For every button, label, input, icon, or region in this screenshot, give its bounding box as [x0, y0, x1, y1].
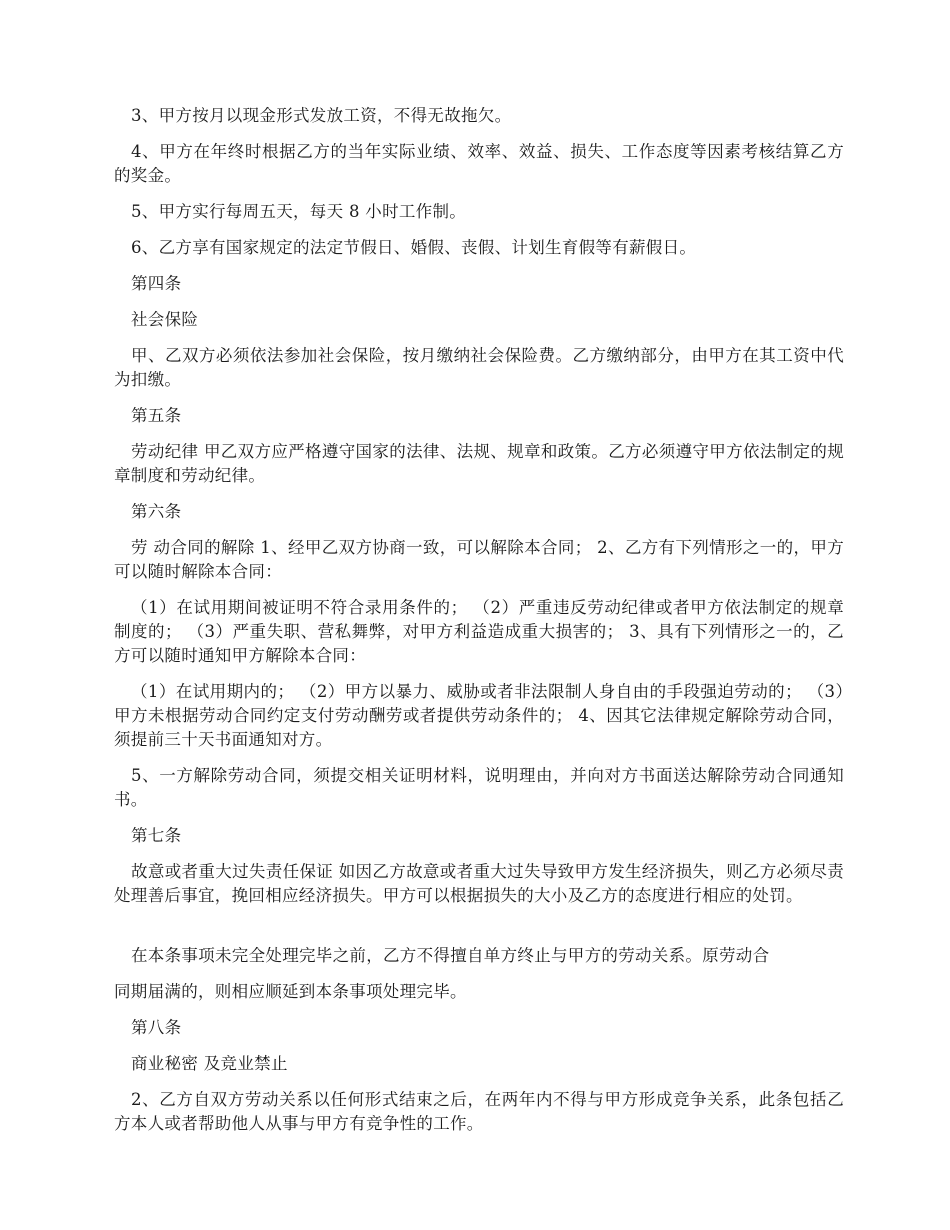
article-8-heading: 第八条 — [131, 1018, 182, 1037]
article-6-employer-termination-items: （1）在试用期间被证明不符合录用条件的； （2）严重违反劳动纪律或者甲方依法制定的规章制度的； （3）严重失职、营私舞弊，对甲方利益造成重大损害的； 3、具有下列情形之一的，乙方可以随时通知甲方解除本合同： — [114, 598, 844, 665]
clause-4-annual-bonus: 4、甲方在年终时根据乙方的当年实际业绩、效率、效益、损失、工作态度等因素考核结算乙方的奖金。 — [114, 142, 844, 185]
article-8-title: 商业秘密 及竞业禁止 — [131, 1054, 288, 1073]
clause-5-working-hours: 5、甲方实行每周五天，每天 8 小时工作制。 — [131, 202, 467, 221]
article-7-continuation-line-1: 在本条事项未完全处理完毕之前，乙方不得擅自单方终止与甲方的劳动关系。原劳动合 — [131, 946, 770, 965]
article-5-body: 劳动纪律 甲乙双方应严格遵守国家的法律、法规、规章和政策。乙方必须遵守甲方依法制定的规章制度和劳动纪律。 — [114, 442, 844, 485]
article-6-body: 劳 动合同的解除 1、经甲乙双方协商一致，可以解除本合同； 2、乙方有下列情形之一的，甲方可以随时解除本合同： — [114, 538, 844, 581]
document-page — [114, 104, 844, 1148]
article-7-body: 故意或者重大过失责任保证 如因乙方故意或者重大过失导致甲方发生经济损失，则乙方必须尽责处理善后事宜，挽回相应经济损失。甲方可以根据损失的大小及乙方的态度进行相应的处罚。 — [114, 862, 844, 905]
article-8-clause-2: 2、乙方自双方劳动关系以任何形式结束之后，在两年内不得与甲方形成竞争关系，此条包括乙方本人或者帮助他人从事与甲方有竞争性的工作。 — [114, 1090, 844, 1133]
clause-6-paid-holidays: 6、乙方享有国家规定的法定节假日、婚假、丧假、计划生育假等有薪假日。 — [131, 238, 697, 257]
article-5-heading: 第五条 — [131, 406, 182, 425]
article-6-termination-notice: 5、一方解除劳动合同，须提交相关证明材料，说明理由，并向对方书面送达解除劳动合同通知书。 — [114, 766, 844, 809]
article-4-title: 社会保险 — [131, 310, 199, 329]
article-7-heading: 第七条 — [131, 826, 182, 845]
article-4-heading: 第四条 — [131, 274, 182, 293]
article-6-employee-termination-items: （1）在试用期内的； （2）甲方以暴力、威胁或者非法限制人身自由的手段强迫劳动的； （3）甲方未根据劳动合同约定支付劳动酬劳或者提供劳动条件的； 4、因其它法律规定解除劳动合同，须提前三十天书面通知对方。 — [114, 682, 844, 749]
clause-3-wage-payment: 3、甲方按月以现金形式发放工资，不得无故拖欠。 — [131, 106, 512, 125]
article-6-heading: 第六条 — [131, 502, 182, 521]
article-4-body: 甲、乙双方必须依法参加社会保险，按月缴纳社会保险费。乙方缴纳部分，由甲方在其工资中代为扣缴。 — [114, 346, 844, 389]
article-7-continuation-line-2: 同期届满的，则相应顺延到本条事项处理完毕。 — [114, 982, 467, 1001]
